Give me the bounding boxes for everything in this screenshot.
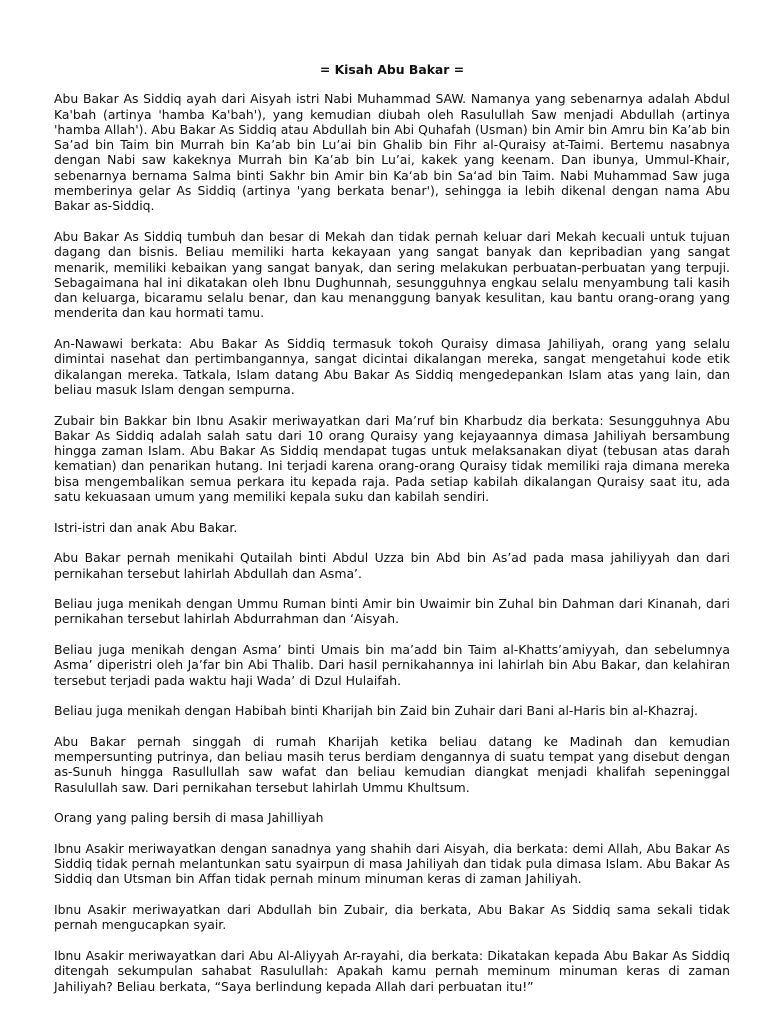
paragraph: Abu Bakar As Siddiq tumbuh dan besar di Mekah dan tidak pernah keluar dari Mekah kecuali untuk tujuan dagang dan bisnis. Beliau memiliki harta kekayaan yang sangat banyak dan kepribadian yang sangat menarik, memiliki kebaikan yang sangat banyak, dan sering melakukan perbuatan-perbuatan yang terpuji. Sebagaimana hal ini dikatakan oleh Ibnu Dughunnah, sesungguhnya engkau selalu menyambung tali kasih dan keluarga, bicaramu selalu benar, dan kau menanggung banyak kesulitan, kau bantu orang-orang yang menderita dan kau hormati tamu. [54, 228, 730, 321]
paragraph: Ibnu Asakir meriwayatkan dari Abu Al-Aliyyah Ar-rayahi, dia berkata: Dikatakan kepada Abu Bakar As Siddiq ditengah sekumpulan sahabat Rasulullah: Apakah kamu pernah meminum minuman keras di zaman Jahiliyah? Beliau berkata, “Saya berlindung kepada Allah dari perbuatan itu!” [54, 947, 730, 994]
document-title: = Kisah Abu Bakar = [319, 62, 465, 77]
paragraph: Beliau juga menikah dengan Asma’ binti Umais bin ma’add bin Taim al-Khatts’amiyyah, dan sebelumnya Asma’ diperistri oleh Ja’far bin Abi Thalib. Dari hasil pernikahannya ini lahirlah bin Abu Bakar, dan kelahiran tersebut terjadi pada waktu haji Wada’ di Dzul Hulaifah. [54, 641, 730, 688]
paragraph: Beliau juga menikah dengan Habibah binti Kharijah bin Zaid bin Zuhair dari Bani al-Haris bin al-Khazraj. [54, 703, 698, 719]
section-heading: Orang yang paling bersih di masa Jahilliyah [54, 810, 324, 826]
section-heading: Istri-istri dan anak Abu Bakar. [54, 519, 238, 535]
paragraph: Beliau juga menikah dengan Ummu Ruman binti Amir bin Uwaimir bin Zuhal bin Dahman dari Kinanah, dari pernikahan tersebut lahirlah Abdurrahman dan ‘Aisyah. [54, 596, 730, 627]
paragraph: Abu Bakar As Siddiq ayah dari Aisyah istri Nabi Muhammad SAW. Namanya yang sebenarnya adalah Abdul Ka'bah (artinya 'hamba Ka'bah'), yang kemudian diubah oleh Rasulullah Saw menjadi Abdullah (artinya 'hamba Allah'). Abu Bakar As Siddiq atau Abdullah bin Abi Quhafah (Usman) bin Amir bin Amru bin Ka’ab bin Sa’ad bin Taim bin Murrah bin Ka’ab bin Lu’ai bin Ghalib bin Fihr al-Quraisy at-Taimi. Bertemu nasabnya dengan Nabi saw kakeknya Murrah bin Ka’ab bin Lu’ai, kakek yang keenam. Dan ibunya, Ummul-Khair, sebenarnya bernama Salma binti Sakhr bin Amir bin Ka‘ab bin Sa‘ad bin Taim. Nabi Muhammad Saw juga memberinya gelar As Siddiq (artinya 'yang berkata benar'), sehingga ia lebih dikenal dengan nama Abu Bakar as-Siddiq. [54, 91, 730, 214]
paragraph: Abu Bakar pernah singgah di rumah Kharijah ketika beliau datang ke Madinah dan kemudian mempersunting putrinya, dan beliau masih terus berdiam dengannya di suatu tempat yang disebut dengan as-Sunuh hingga Rasullullah saw wafat dan beliau kemudian diangkat menjadi khalifah sepeninggal Rasulullah saw. Dari pernikahan tersebut lahirlah Ummu Khultsum. [54, 733, 730, 795]
paragraph: Abu Bakar pernah menikahi Qutailah binti Abdul Uzza bin Abd bin As’ad pada masa jahiliyyah dan dari pernikahan tersebut lahirlah Abdullah dan Asma’. [54, 550, 730, 581]
paragraph: Ibnu Asakir meriwayatkan dengan sanadnya yang shahih dari Aisyah, dia berkata: demi Allah, Abu Bakar As Siddiq tidak pernah melantunkan satu syairpun di masa Jahiliyah dan tidak pula dimasa Islam. Abu Bakar As Siddiq dan Utsman bin Affan tidak pernah minum minuman keras di zaman Jahiliyah. [54, 840, 730, 887]
paragraph: Zubair bin Bakkar bin Ibnu Asakir meriwayatkan dari Ma’ruf bin Kharbudz dia berkata: Sesungguhnya Abu Bakar As Siddiq adalah salah satu dari 10 orang Quraisy yang kejayaannya dimasa Jahiliyah bersambung hingga zaman Islam. Abu Bakar As Siddiq mendapat tugas untuk melaksanakan diyat (tebusan atas darah kematian) dan penarikan hutang. Ini terjadi karena orang-orang Quraisy tidak memiliki raja dimana mereka bisa mengembalikan semua perkara itu kepada raja. Pada setiap kabilah dikalangan Quraisy saat itu, ada satu kekuasaan umum yang memiliki kepala suku dan kabilah sendiri. [54, 412, 730, 505]
paragraph: Ibnu Asakir meriwayatkan dari Abdullah bin Zubair, dia berkata, Abu Bakar As Siddiq sama sekali tidak pernah mengucapkan syair. [54, 902, 730, 933]
paragraph: An-Nawawi berkata: Abu Bakar As Siddiq termasuk tokoh Quraisy dimasa Jahiliyah, orang yang selalu dimintai nasehat dan pertimbangannya, sangat dicintai dikalangan mereka, sangat mengetahui kode etik dikalangan mereka. Tatkala, Islam datang Abu Bakar As Siddiq mengedepankan Islam atas yang lain, dan beliau masuk Islam dengan sempurna. [54, 336, 730, 397]
document-body [54, 62, 730, 1009]
